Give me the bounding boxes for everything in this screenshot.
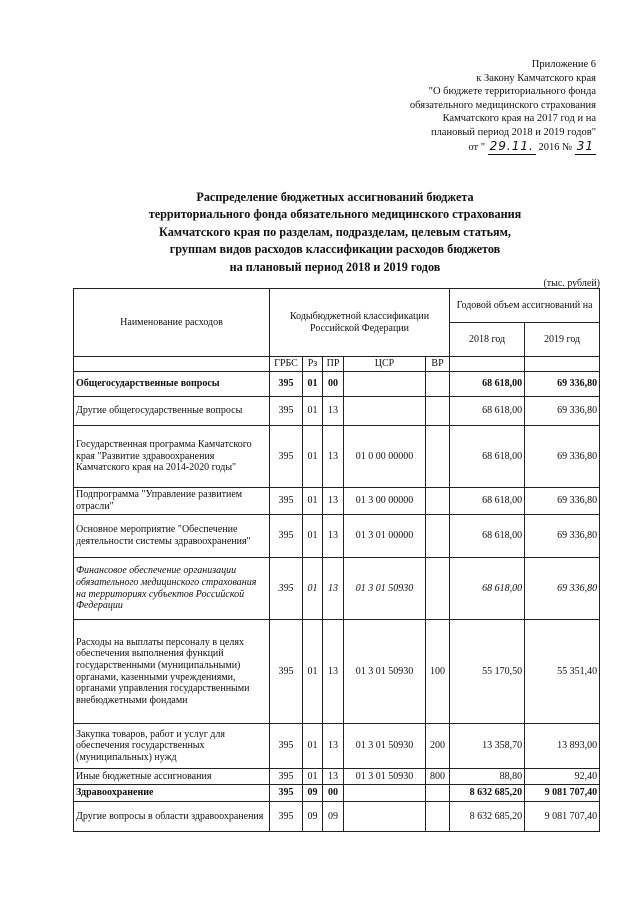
row-2019: 69 336,80 (525, 515, 600, 558)
table-row (74, 802, 600, 832)
row-rz: 01 (303, 620, 323, 724)
row-csr: 01 3 01 50930 (344, 769, 426, 785)
appendix-date-line (336, 140, 596, 155)
row-csr (344, 802, 426, 832)
header-csr: ЦСР (344, 357, 426, 372)
table-row (74, 724, 600, 769)
row-grbs: 395 (270, 785, 303, 802)
units-label: (тыс. рублей) (543, 278, 600, 289)
row-csr: 01 3 01 50930 (344, 558, 426, 620)
row-rz: 09 (303, 802, 323, 832)
row-grbs: 395 (270, 488, 303, 515)
row-grbs: 395 (270, 558, 303, 620)
year-text: 2016 (538, 141, 560, 153)
date-underline (488, 140, 536, 155)
row-2019: 69 336,80 (525, 488, 600, 515)
row-2019: 69 336,80 (525, 558, 600, 620)
row-vr: 200 (426, 724, 450, 769)
table-row (74, 620, 600, 724)
table-row (74, 785, 600, 802)
row-name: Расходы на выплаты персоналу в целях обеспечения выполнения функций государственными (муниципальными) органами, казенными учреждениями, органами управления государственными внебюджетными фондами (74, 620, 270, 724)
row-pr: 13 (323, 397, 344, 426)
row-2019: 92,40 (525, 769, 600, 785)
row-2018: 68 618,00 (450, 558, 525, 620)
row-2019: 9 081 707,40 (525, 785, 600, 802)
header-grbs: ГРБС (270, 357, 303, 372)
table-row (74, 488, 600, 515)
header-year-2018: 2018 год (450, 323, 525, 357)
row-rz: 01 (303, 724, 323, 769)
row-pr: 13 (323, 769, 344, 785)
row-grbs: 395 (270, 724, 303, 769)
table-row (74, 372, 600, 397)
number-underline (575, 140, 596, 155)
row-name: Общегосударственные вопросы (74, 372, 270, 397)
appendix-line-2: к Закону Камчатского края (476, 72, 596, 84)
row-name: Подпрограмма "Управление развитием отрасли" (74, 488, 270, 515)
row-2019: 55 351,40 (525, 620, 600, 724)
row-pr: 09 (323, 802, 344, 832)
header-year-2019: 2019 год (525, 323, 600, 357)
row-grbs: 395 (270, 769, 303, 785)
row-2018: 8 632 685,20 (450, 802, 525, 832)
row-rz: 01 (303, 397, 323, 426)
number-label: № (562, 141, 573, 153)
row-pr: 13 (323, 558, 344, 620)
budget-table (73, 288, 600, 832)
row-2019: 69 336,80 (525, 372, 600, 397)
row-rz: 01 (303, 769, 323, 785)
title-line-5: на плановый период 2018 и 2019 годов (229, 259, 441, 274)
row-grbs: 395 (270, 620, 303, 724)
row-pr: 13 (323, 515, 344, 558)
title-line-3: Камчатского края по разделам, подразделам, целевым статьям, (159, 224, 511, 239)
document-title (80, 189, 590, 276)
header-codes: Кодыбюджетной классификации Российской Федерации (270, 289, 450, 357)
appendix-line-1: Приложение 6 (531, 59, 596, 70)
row-2018: 8 632 685,20 (450, 785, 525, 802)
row-vr (426, 397, 450, 426)
row-2019: 13 893,00 (525, 724, 600, 769)
row-2019: 69 336,80 (525, 426, 600, 488)
row-pr: 13 (323, 620, 344, 724)
row-vr (426, 558, 450, 620)
table-row (74, 558, 600, 620)
title-line-2: территориального фонда обязательного медицинского страхования (148, 207, 522, 222)
row-name: Основное мероприятие "Обеспечение деятельности системы здравоохранения" (74, 515, 270, 558)
title-line-4: группам видов расходов классификации расходов бюджетов (169, 242, 501, 257)
row-csr (344, 372, 426, 397)
handwritten-number: 31 (576, 138, 594, 153)
row-pr: 13 (323, 724, 344, 769)
row-name: Закупка товаров, работ и услуг для обеспечения государственных (муниципальных) нужд (74, 724, 270, 769)
row-grbs: 395 (270, 802, 303, 832)
row-name: Здравоохранение (74, 785, 270, 802)
row-2018: 68 618,00 (450, 488, 525, 515)
row-csr: 01 3 01 00000 (344, 515, 426, 558)
row-pr: 13 (323, 426, 344, 488)
row-name: Финансовое обеспечение организации обязательного медицинского страхования на территориях субъектов Российской Федерации (74, 558, 270, 620)
row-2019: 9 081 707,40 (525, 802, 600, 832)
row-name: Иные бюджетные ассигнования (74, 769, 270, 785)
row-name: Другие вопросы в области здравоохранения (74, 802, 270, 832)
row-grbs: 395 (270, 397, 303, 426)
header-blank (74, 357, 270, 372)
table-row (74, 397, 600, 426)
row-grbs: 395 (270, 515, 303, 558)
row-csr (344, 397, 426, 426)
appendix-line-6: плановый период 2018 и 2019 годов" (430, 126, 596, 138)
table-row (74, 515, 600, 558)
row-2018: 68 618,00 (450, 426, 525, 488)
row-2018: 68 618,00 (450, 397, 525, 426)
row-2018: 55 170,50 (450, 620, 525, 724)
row-name: Другие общегосударственные вопросы (74, 397, 270, 426)
row-rz: 01 (303, 558, 323, 620)
row-name: Государственная программа Камчатского края "Развитие здравоохранения Камчатского края на 2014-2020 годы" (74, 426, 270, 488)
row-vr (426, 785, 450, 802)
title-line-1: Распределение бюджетных ассигнований бюджета (196, 190, 474, 204)
row-2018: 88,80 (450, 769, 525, 785)
row-rz: 01 (303, 515, 323, 558)
appendix-block (336, 58, 596, 155)
row-grbs: 395 (270, 372, 303, 397)
row-2018: 68 618,00 (450, 372, 525, 397)
handwritten-date: 29.11. (489, 138, 534, 153)
appendix-line-3: "О бюджете территориального фонда (428, 86, 596, 98)
from-label: от " (468, 141, 486, 153)
header-rz: Рз (303, 357, 323, 372)
header-annual: Годовой объем ассигнований на (450, 289, 600, 323)
row-vr (426, 515, 450, 558)
row-vr: 100 (426, 620, 450, 724)
table-row (74, 769, 600, 785)
row-vr (426, 488, 450, 515)
row-rz: 01 (303, 372, 323, 397)
row-csr: 01 0 00 00000 (344, 426, 426, 488)
row-2018: 68 618,00 (450, 515, 525, 558)
header-vr: ВР (426, 357, 450, 372)
header-name: Наименование расходов (74, 289, 270, 357)
row-rz: 09 (303, 785, 323, 802)
row-2018: 13 358,70 (450, 724, 525, 769)
row-csr: 01 3 01 50930 (344, 620, 426, 724)
row-rz: 01 (303, 488, 323, 515)
row-csr (344, 785, 426, 802)
table-row (74, 426, 600, 488)
row-csr: 01 3 01 50930 (344, 724, 426, 769)
row-2019: 69 336,80 (525, 397, 600, 426)
row-grbs: 395 (270, 426, 303, 488)
row-vr (426, 802, 450, 832)
header-blank-2018 (450, 357, 525, 372)
row-vr (426, 372, 450, 397)
row-pr: 13 (323, 488, 344, 515)
row-rz: 01 (303, 426, 323, 488)
row-pr: 00 (323, 372, 344, 397)
row-pr: 00 (323, 785, 344, 802)
row-csr: 01 3 00 00000 (344, 488, 426, 515)
header-blank-2019 (525, 357, 600, 372)
appendix-line-4: обязательного медицинского страхования (409, 99, 596, 111)
header-pr: ПР (323, 357, 344, 372)
row-vr (426, 426, 450, 488)
appendix-line-5: Камчатского края на 2017 год и на (442, 113, 596, 125)
row-vr: 800 (426, 769, 450, 785)
